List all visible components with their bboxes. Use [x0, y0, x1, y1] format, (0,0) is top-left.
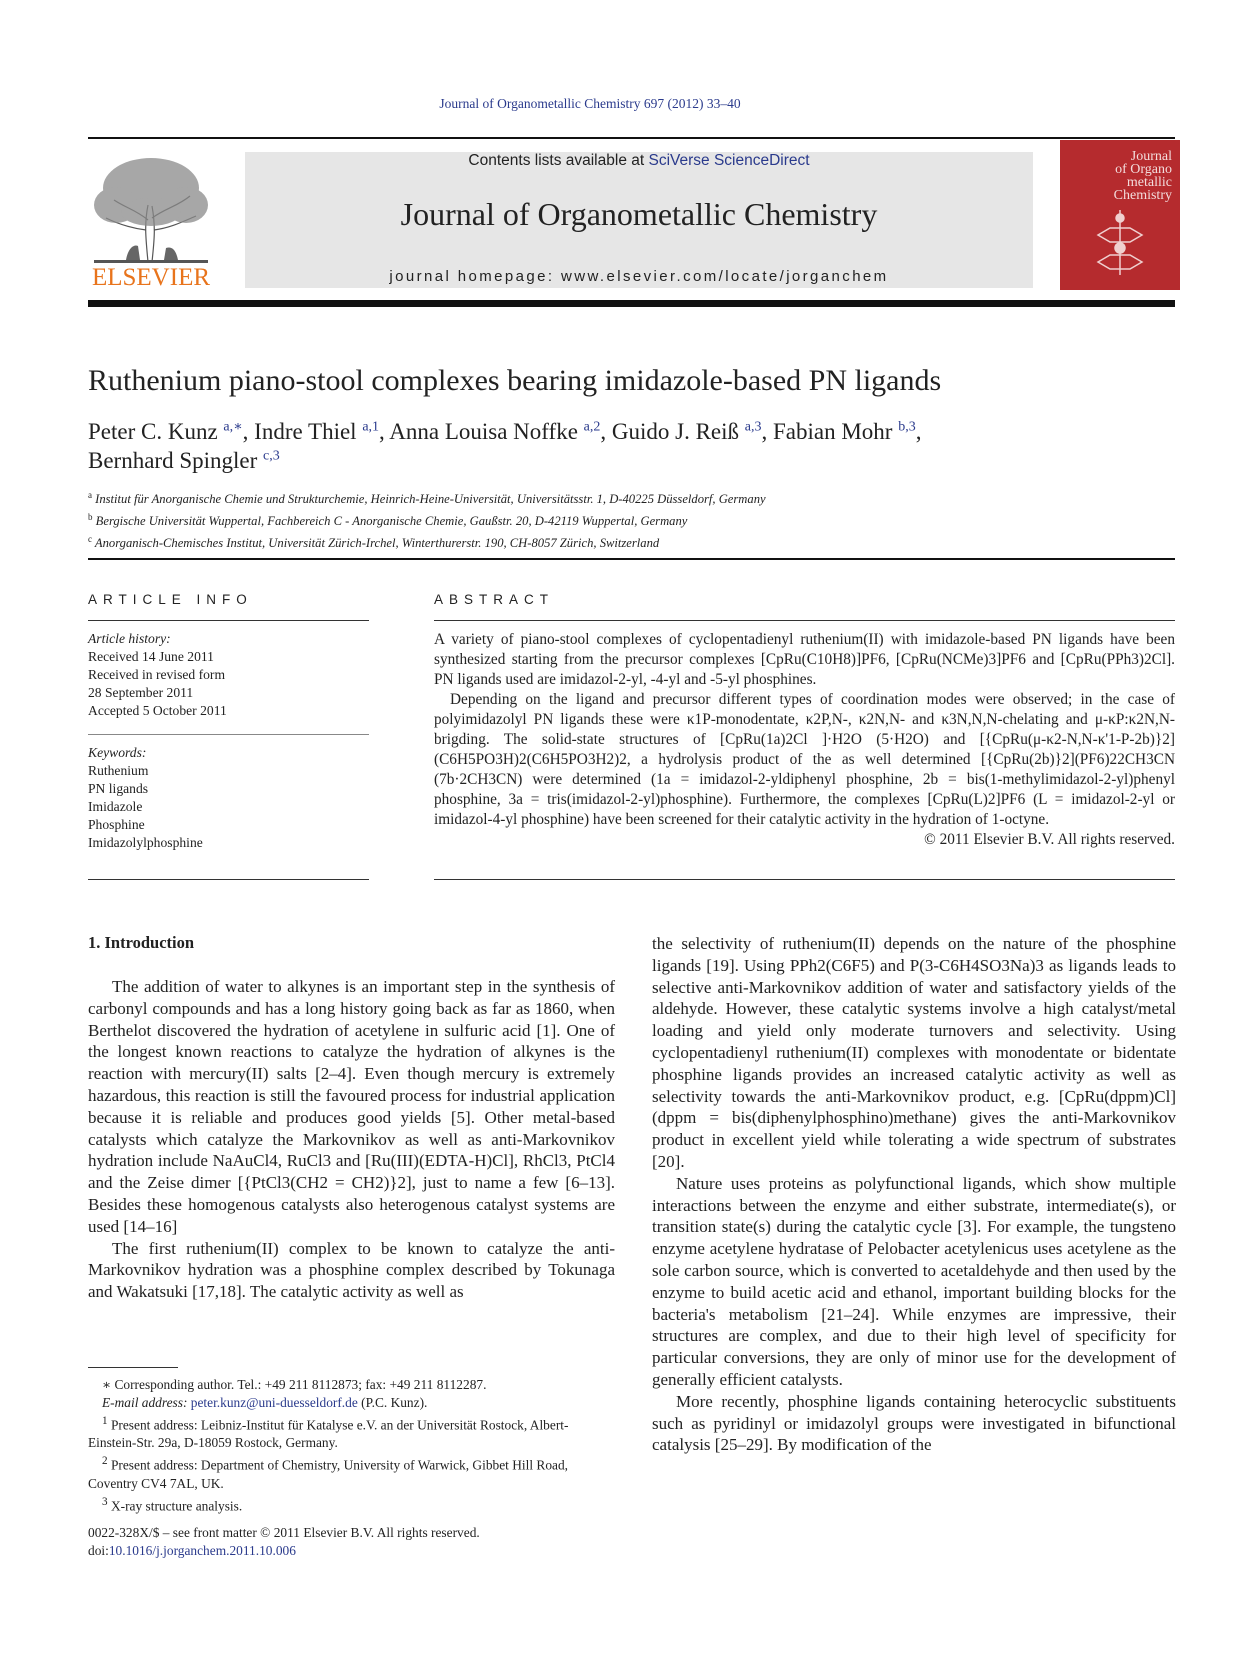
cover-title-line: metallic: [1126, 175, 1172, 190]
doi-prefix: doi:: [88, 1543, 109, 1558]
history-item: Received 14 June 2011: [88, 649, 214, 664]
footnote-text: Present address: Leibniz-Institut für Katalyse e.V. an der Universität Rostock, Albert-Einstein-Str. 29a, D-18059 Rostock, Germany.: [88, 1417, 569, 1451]
footnote-2: [88, 1452, 615, 1492]
footnote-mark: 2: [102, 1455, 108, 1468]
journal-homepage[interactable]: journal homepage: www.elsevier.com/locate/jorganchem: [389, 268, 889, 285]
footnote-mark: ∗: [102, 1377, 112, 1392]
footnote-text: Present address: Department of Chemistry, University of Warwick, Gibbet Hill Road, Coventry CV4 7AL, UK.: [88, 1457, 569, 1491]
section-rule: [88, 558, 1175, 560]
affiliation-text: Bergische Universität Wuppertal, Fachbereich C - Anorganische Chemie, Gaußstr. 20, D-42119 Wuppertal, Germany: [95, 514, 688, 529]
abstract-paragraph: A variety of piano-stool complexes of cyclopentadienyl ruthenium(II) with imidazole-based PN ligands have been synthesized starting from the precursor complexes [CpRu(C10H8)]PF6, [CpRu(NCMe)3]PF6 and [CpRu(PPh3)2Cl]. PN ligands used are imidazol-2-yl, -4-yl and -5-yl phosphines.: [434, 631, 1175, 688]
sciencedirect-link[interactable]: SciVerse ScienceDirect: [648, 152, 810, 169]
issn-line: 0022-328X/$ – see front matter © 2011 Elsevier B.V. All rights reserved.: [88, 1525, 480, 1540]
history-label: Article history:: [88, 631, 171, 646]
footnote-text: X-ray structure analysis.: [110, 1498, 243, 1514]
elsevier-logo[interactable]: [86, 150, 216, 290]
email-link[interactable]: peter.kunz@uni-duesseldorf.de: [190, 1395, 358, 1410]
doi-line: [88, 1542, 480, 1560]
author-name[interactable]: Fabian Mohr: [772, 419, 893, 444]
affiliation-key: c: [88, 534, 92, 545]
journal-cover-thumbnail[interactable]: [1060, 140, 1180, 290]
introduction-heading: 1. Introduction: [88, 933, 195, 952]
affiliation-key: a: [88, 490, 92, 500]
abstract-rule: [434, 620, 1175, 621]
email-label: E-mail address:: [102, 1395, 188, 1410]
header-thick-rule: [88, 300, 1175, 307]
body-paragraph: Nature uses proteins as polyfunctional ligands, which show multiple interactions between the enzyme and either substrate, intermediate(s), or transition state(s) during the catalytic cycle [3]. For example, the tungsteno enzyme acetylene hydratase of Pelobacter acetylenicus uses acetylene as the sole carbon source, which is converted to acetaldehyde and then used by the enzyme to build acetic acid and ethanol, important building blocks for the bacteria's metabolism [21–24]. While enzymes are impressive, their structures are complex, and due to their high level of specificity for particular conversions, they are only of minor use for the development of generally efficient catalysts.: [652, 1173, 1176, 1389]
author-name[interactable]: Peter C. Kunz: [88, 419, 218, 444]
footnote-1: [88, 1412, 615, 1452]
contents-available: [245, 152, 1033, 170]
affiliation-a: [88, 486, 766, 508]
elsevier-tree-icon: [86, 150, 216, 290]
contents-label: Contents lists available at: [468, 152, 649, 169]
abstract-heading: ABSTRACT: [434, 592, 555, 607]
author-name[interactable]: Anna Louisa Noffke: [389, 419, 578, 444]
author-name[interactable]: Indre Thiel: [254, 419, 357, 444]
journal-citation[interactable]: Journal of Organometallic Chemistry 697 (2012) 33–40: [439, 96, 741, 111]
keywords: [88, 744, 203, 852]
abstract-copyright: © 2011 Elsevier B.V. All rights reserved.: [924, 831, 1175, 848]
elsevier-wordmark: ELSEVIER: [91, 264, 211, 290]
cover-title-line: Chemistry: [1113, 188, 1172, 203]
history-item: Accepted 5 October 2011: [88, 703, 227, 718]
abstract-paragraph: Depending on the ligand and precursor different types of coordination modes were observed; in the case of polyimidazolyl PN ligands these were κ1P-monodentate, κ2P,N-, κ2N,N- and κ3N,N,N-chelating and μ-κP:κ2N,N-brigding. The solid-state structures of [CpRu(1a)2Cl ]·H2O (5·H2O) and [{CpRu(μ-κ2-N,N-κ'1-P-2b)}2](C6H5PO3H)2(C6H5PO3H2)2, a hydrolysis product of the as well determined [{CpRu(2b)}2](PF6)22CH3CN (7b·2CH3CN) were determined (1a = imidazol-2-yldiphenyl phosphine, 2b = bis(1-methylimidazol-2-yl)phenyl phosphine, 3a = tris(imidazol-2-yl)phosphine). Furthermore, the complexes [CpRu(L)2]PF6 (L = imidazol-2-yl or imidazol-4-yl phosphine) have been screened for their catalytic activity in the hydration of 1-octyne.: [434, 691, 1175, 828]
author-affiliation-mark[interactable]: a,2: [583, 419, 601, 435]
body-column-left: [88, 976, 615, 1303]
footnote-mark: 1: [102, 1415, 108, 1427]
footnote-corresponding: [88, 1376, 615, 1394]
footnote-text: Corresponding author. Tel.: +49 211 8112873; fax: +49 211 8112287.: [114, 1377, 487, 1392]
affiliation-c: [88, 530, 766, 552]
footnote-rule: [88, 1367, 178, 1368]
article-history: [88, 630, 227, 720]
author-affiliation-mark[interactable]: a,3: [744, 419, 762, 435]
article-info-heading: ARTICLE INFO: [88, 592, 253, 607]
footnotes: [88, 1376, 615, 1515]
article-info-bottom-rule: [88, 879, 369, 880]
keywords-label: Keywords:: [88, 745, 147, 760]
author-affiliation-mark[interactable]: a,∗: [223, 419, 243, 435]
doi-link[interactable]: 10.1016/j.jorganchem.2011.10.006: [108, 1543, 296, 1558]
history-item: Received in revised form: [88, 667, 226, 682]
keyword-item: Ruthenium: [88, 763, 149, 778]
body-paragraph: More recently, phosphine ligands containing heterocyclic substituents such as pyridinyl or imidazolyl groups were investigated in bifunctional catalysis [25–29]. By modification of the: [652, 1391, 1176, 1455]
affiliations: [88, 486, 766, 553]
body-paragraph: The addition of water to alkynes is an important step in the synthesis of carbonyl compounds and has a long history going back as far as 1860, when Berthelot discovered the hydration of acetylene in sulfuric acid [1]. One of the longest known reactions to catalyze the hydration of alkynes is the reaction with mercury(II) salts [2–4]. Even though mercury is extremely hazardous, this reaction is still the favoured process for industrial application because it is reliable and produces good yields [5]. Other metal-based catalysts which catalyze the Markovnikov as well as anti-Markovnikov hydration include NaAuCl4, RuCl3 and [Ru(III)(EDTA-H)Cl], RhCl3, PtCl4 and the Zeise dimer [{PtCl3(CH2 = CH2)}2], just to name a few [6–13]. Besides these homogenous catalysts also heterogenous catalyst systems are used [14–16]: [88, 977, 615, 1236]
body-column-right: [652, 933, 1176, 1456]
header-rule: [88, 137, 1175, 139]
journal-name: Journal of Organometallic Chemistry: [400, 196, 878, 232]
author-list: Peter C. Kunz $^{a,∗}$, Indre Thiel $^{a,1}$, Anna Louisa Noffke $^{a,2}$, Guido J. Reiß $^{a,3}$, Fabian Mohr $^{b,3}$, Bernhard Spingler $^{c,3}$: [88, 419, 922, 473]
article-title: Ruthenium piano-stool complexes bearing imidazole-based PN ligands: [88, 364, 942, 397]
author-affiliation-mark[interactable]: c,3: [263, 448, 280, 464]
keyword-item: Imidazolylphosphine: [88, 835, 203, 850]
cover-title-line: Journal: [1130, 149, 1172, 164]
author-name[interactable]: Guido J. Reiß: [611, 419, 740, 444]
cover-art-icon: [1060, 140, 1180, 290]
author-name[interactable]: Bernhard Spingler: [88, 448, 258, 473]
body-paragraph: The first ruthenium(II) complex to be known to catalyze the anti-Markovnikov hydration was a phosphine complex described by Tokunaga and Wakatsuki [17,18]. The catalytic activity as well as: [88, 1238, 615, 1302]
footnote-mark: 3: [102, 1495, 108, 1508]
abstract-bottom-rule: [434, 879, 1175, 880]
affiliation-text: Institut für Anorganische Chemie und Strukturchemie, Heinrich-Heine-Universität, Universitätsstr. 1, D-40225 Düsseldorf, Germany: [95, 492, 766, 507]
article-info-divider: [88, 734, 369, 735]
cover-title-line: of Organo: [1115, 162, 1172, 177]
history-item: 28 September 2011: [88, 685, 194, 700]
keyword-item: Phosphine: [88, 817, 145, 832]
author-affiliation-mark[interactable]: a,1: [362, 419, 380, 435]
keyword-item: Imidazole: [88, 799, 143, 814]
footnote-3: [88, 1493, 615, 1515]
article-info-rule: [88, 620, 369, 621]
footnote-text: (P.C. Kunz).: [361, 1395, 428, 1410]
footnote-email: [88, 1394, 615, 1412]
author-affiliation-mark[interactable]: b,3: [898, 419, 916, 435]
abstract-body: [434, 630, 1175, 850]
issn-doi-block: [88, 1524, 480, 1560]
affiliation-text: Anorganisch-Chemisches Institut, Universität Zürich-Irchel, Winterthurerstr. 190, CH-8057 Zürich, Switzerland: [94, 536, 660, 551]
keyword-item: PN ligands: [88, 781, 149, 796]
affiliation-b: [88, 508, 766, 530]
affiliation-key: b: [88, 512, 93, 523]
body-paragraph: the selectivity of ruthenium(II) depends on the nature of the phosphine ligands [19]. Using PPh2(C6F5) and P(3-C6H4SO3Na)3 as ligands leads to selective anti-Markovnikov addition of water and satisfactory yields of the aldehyde. However, these catalytic systems involve a high catalyst/metal loading and yield only moderate turnovers and selectivity. Using cyclopentadienyl ruthenium(II) complexes with monodentate or bidentate phosphine ligands provides an increased catalytic activity as well as selectivity towards the anti-Markovnikov product, e.g. [CpRu(dppm)Cl] (dppm = bis(diphenylphosphino)methane) gives the anti-Markovnikov product in excellent yield while tolerating a wide spectrum of substrates [20].: [652, 934, 1176, 1171]
